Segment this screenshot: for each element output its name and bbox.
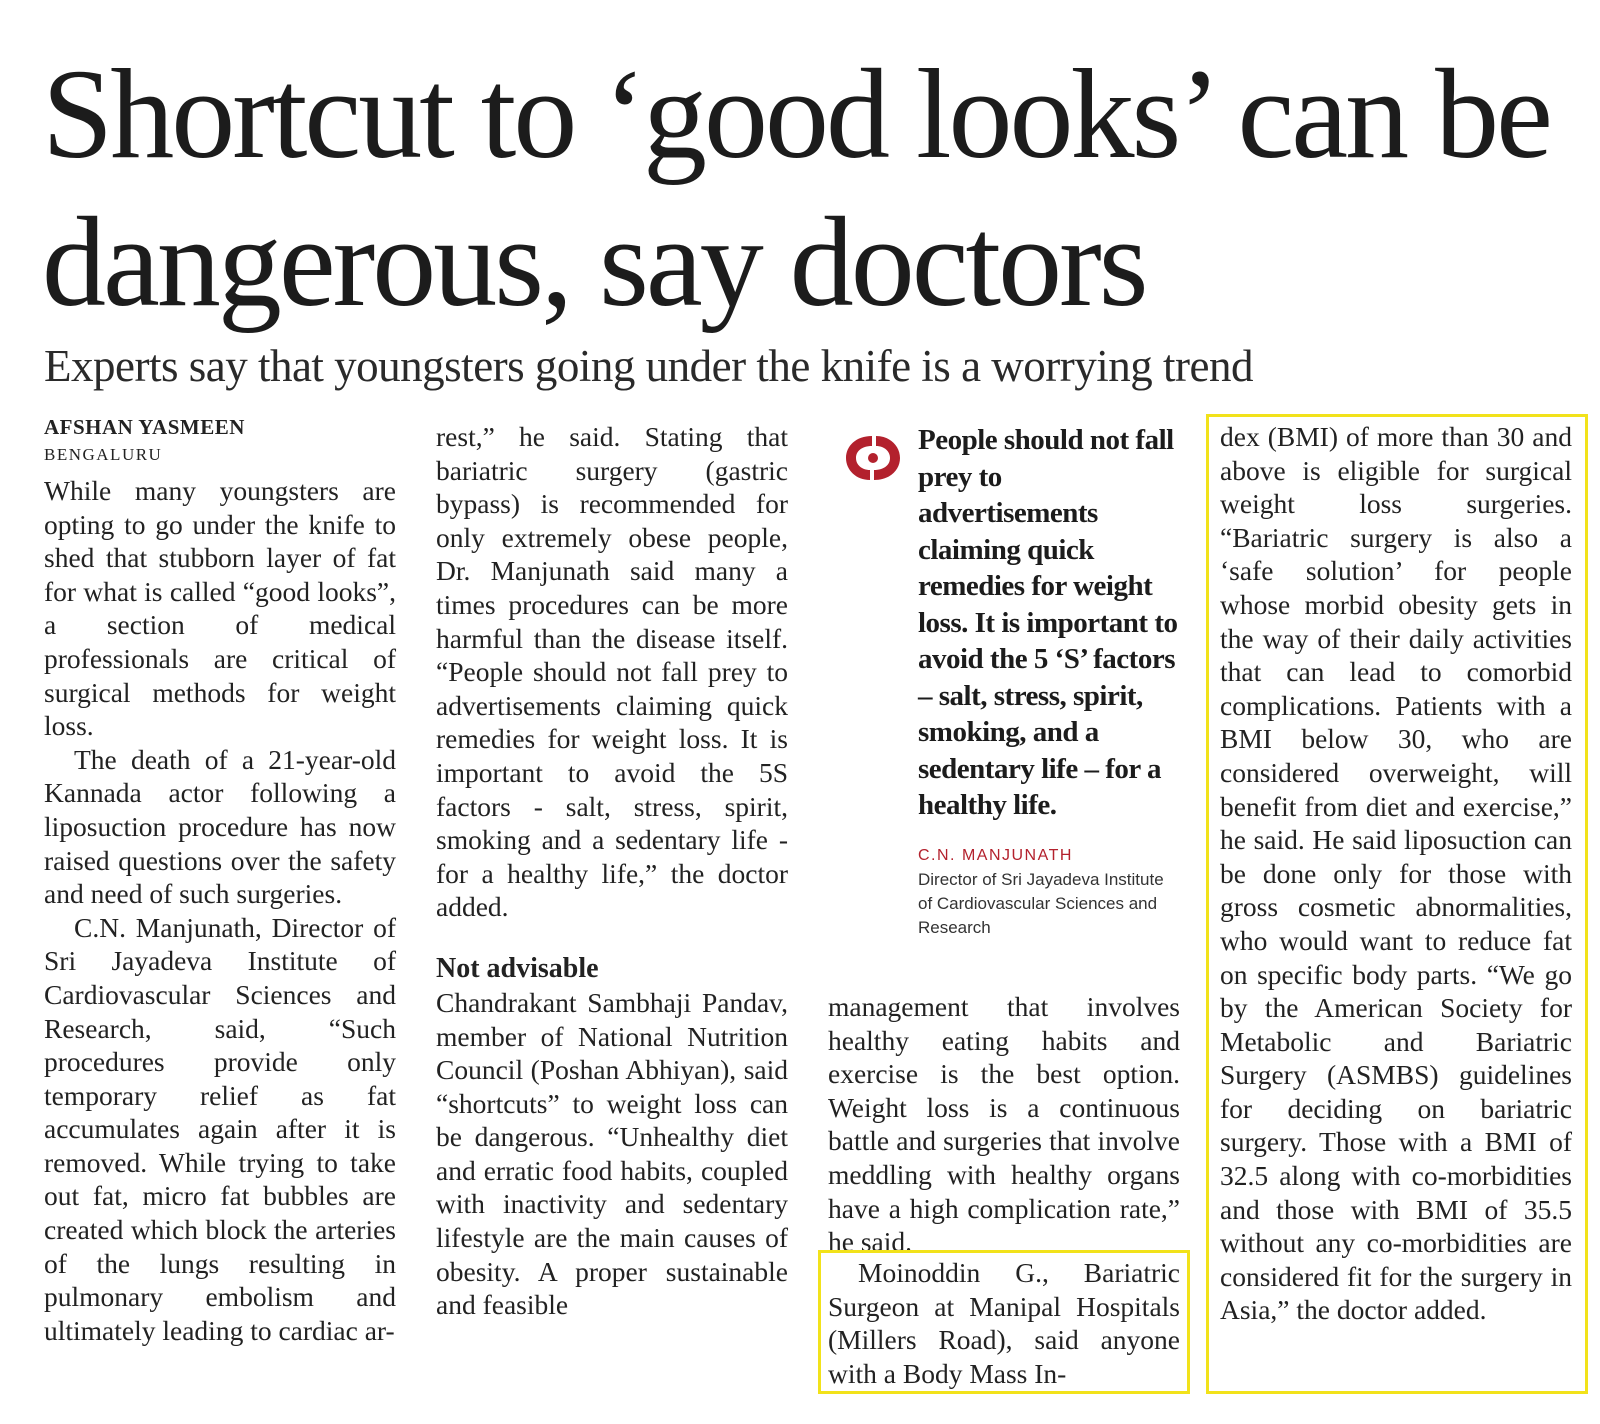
highlight-box-column-4 — [1206, 414, 1588, 1394]
paragraph: dex (BMI) of more than 30 and above is eligible for surgical weight loss surgeries. “Bariatric surgery is also a ‘safe solution’ for people whose morbid obesity gets in the way of their daily activities that can lead to comorbid complications. Patients with a BMI below 30, who are considered overweight, will benefit from diet and exercise,” he said. He said liposuction can be done only for those with gross cosmetic abnormalities, who would want to reduce fat on specific body parts. “We go by the American Society for Metabolic and Bariatric Surgery (ASMBS) guidelines for deciding on bariatric surgery. Those with a BMI of 32.5 along with co-morbidities and those with BMI of 35.5 without any co-morbidities are considered fit for the surgery in Asia,” the doctor added. — [1220, 421, 1572, 1326]
article-column-1 — [44, 412, 396, 1347]
highlight-box-column-3 — [818, 1250, 1190, 1394]
headline: Shortcut to ‘good looks’ can be dangerous, say doctors — [42, 43, 1550, 333]
paragraph: While many youngsters are opting to go under the knife to shed that stubborn layer of fat for what is called “good looks”, a section of medical professionals are critical of surgical methods for weight loss. — [44, 475, 396, 742]
pull-quote — [842, 422, 1182, 940]
paragraph: Chandrakant Sambhaji Pandav, member of National Nutrition Council (Poshan Abhiyan), said “shortcuts” to weight loss can be dangerous. “Unhealthy diet and erratic food habits, coupled with inactivity and sedentary lifestyle are the main causes of obesity. A proper sustainable and feasible — [436, 986, 788, 1321]
paragraph: Moinoddin G., Bariatric Surgeon at Manipal Hospitals (Millers Road), said anyone with a Body Mass In- — [828, 1257, 1180, 1389]
quote-logo-icon — [842, 430, 904, 486]
byline: AFSHAN YASMEEN — [44, 415, 245, 439]
pull-quote-attribution-name: C.N. MANJUNATH — [918, 846, 1073, 864]
paragraph: The death of a 21-year-old Kannada actor following a liposuction procedure has now raised questions over the safety and need of such surgeries. — [44, 743, 396, 910]
article-column-3 — [828, 990, 1180, 1259]
pull-quote-attribution-role: Director of Sri Jayadeva Institute of Cardiovascular Sciences and Research — [918, 869, 1164, 937]
paragraph: management that involves healthy eating habits and exercise is the best option. Weight loss is a continuous battle and surgeries that involve meddling with healthy organs have a high complication rate,” he said. — [828, 991, 1180, 1258]
article-column-2 — [436, 420, 788, 1322]
paragraph: rest,” he said. Stating that bariatric surgery (gastric bypass) is recommended for only extremely obese people, Dr. Manjunath said many a times procedures can be more harmful than the disease itself. “People should not fall prey to advertisements claiming quick remedies for weight loss. It is important to avoid the 5S factors - salt, stress, spirit, smoking and a sedentary life - for a healthy life,” the doctor added. — [436, 421, 788, 923]
paragraph: C.N. Manjunath, Director of Sri Jayadeva Institute of Cardiovascular Sciences and Research, said, “Such procedures provide only temporary relief as fat accumulates again after it is removed. While trying to take out fat, micro fat bubbles are created which block the arteries of the lungs resulting in pulmonary embolism and ultimately leading to cardiac ar- — [44, 911, 396, 1346]
section-subhead: Not advisable — [436, 952, 599, 984]
subheadline: Experts say that youngsters going under the knife is a worrying trend — [44, 341, 1253, 391]
pull-quote-text: People should not fall prey to advertisements claiming quick remedies for weight loss. It is important to avoid the 5 ‘S’ factors – salt, stress, spirit, smoking, and a sedentary life – for a healthy life. — [918, 424, 1178, 821]
dateline: BENGALURU — [44, 445, 163, 464]
